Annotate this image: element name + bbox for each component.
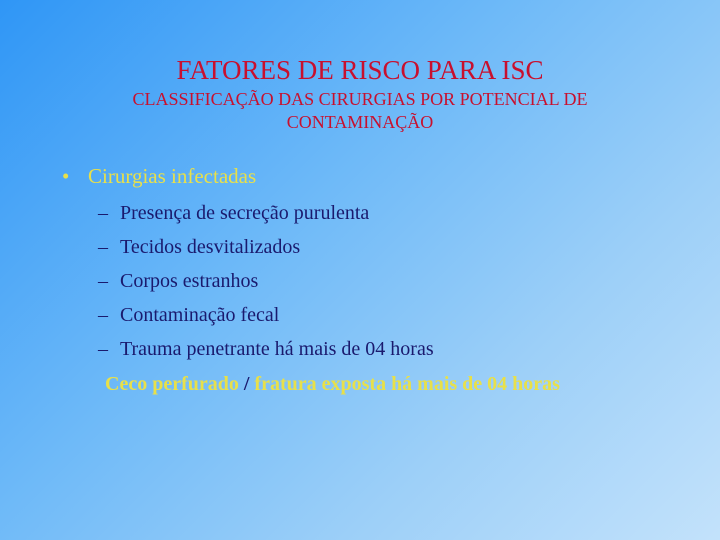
note-part-1: Ceco perfurado bbox=[105, 373, 239, 395]
list-item bbox=[98, 196, 434, 230]
dash-icon: – bbox=[98, 236, 108, 258]
bullet-item bbox=[62, 162, 256, 190]
list-item bbox=[98, 332, 434, 366]
bullet-icon: • bbox=[62, 164, 70, 188]
dash-icon: – bbox=[98, 202, 108, 224]
dash-icon: – bbox=[98, 338, 108, 360]
note-part-2: fratura exposta há mais de 04 horas bbox=[254, 373, 560, 395]
dash-icon: – bbox=[98, 270, 108, 292]
sub-list bbox=[98, 196, 434, 366]
highlight-note bbox=[105, 370, 560, 398]
note-separator: / bbox=[238, 373, 255, 395]
list-item bbox=[98, 264, 434, 298]
list-item-text: Contaminação fecal bbox=[120, 304, 280, 326]
list-item-text: Presença de secreção purulenta bbox=[120, 202, 370, 224]
list-item-text: Tecidos desvitalizados bbox=[120, 236, 301, 258]
bullet-text: Cirurgias infectadas bbox=[88, 164, 257, 188]
list-item bbox=[98, 230, 434, 264]
list-item-text: Trauma penetrante há mais de 04 horas bbox=[120, 338, 434, 360]
list-item-text: Corpos estranhos bbox=[120, 270, 259, 292]
dash-icon: – bbox=[98, 304, 108, 326]
list-item bbox=[98, 298, 434, 332]
slide-title: FATORES DE RISCO PARA ISC bbox=[176, 55, 544, 85]
slide-subtitle: CLASSIFICAÇÃO DAS CIRURGIAS POR POTENCIAL DE CONTAMINAÇÃO bbox=[132, 89, 588, 132]
